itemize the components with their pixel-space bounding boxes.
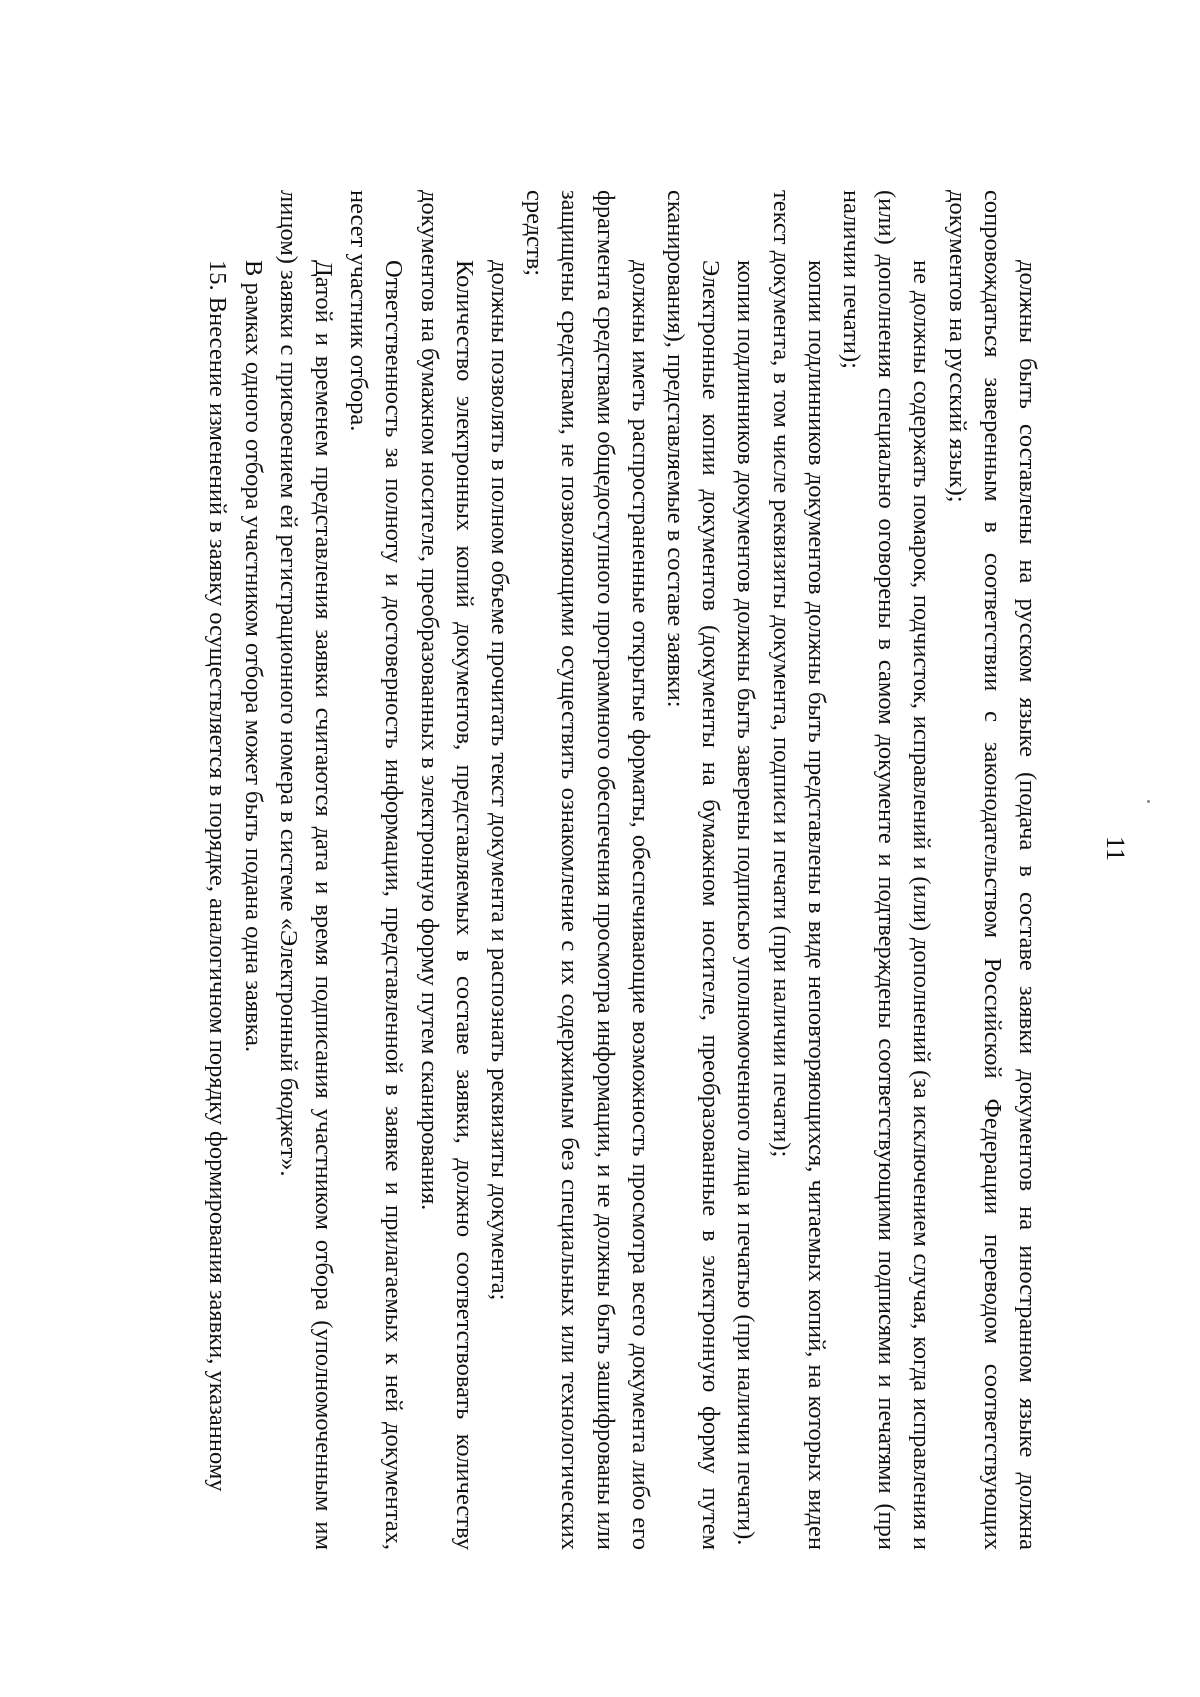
paragraph: Количество электронных копий документов, представляемых в составе заявки, должно соответствовать количеству документов на бумажном носителе, преобразованных в электронную форму путем сканирования. [415,190,478,1550]
paragraph: В рамках одного отбора участником отбора может быть подана одна заявка. [239,260,267,1053]
paragraph: должны быть составлены на русском языке (подача в составе заявки документов на иностранном языке должна сопровождаться заверенным в соответствии с законодательством Российской Федерации переводом соответствующих документов на русский язык); [943,190,1041,1550]
document-body [200,190,1045,1550]
paragraph: копии подлинников документов должны быть заверены подписью уполномоченного лица и печатью (при наличии печати). [732,260,760,1546]
paragraph: 15. Внесение изменений в заявку осуществляется в порядке, аналогичном порядку формирования заявки, указанному [204,260,232,1492]
page-number: 11 [1101,835,1130,862]
paragraph: Датой и временем представления заявки считаются дата и время подписания участником отбора (уполномоченным им лицом) заявки с присвоением ей регистрационного номера в системе «Электронный бюджет». [274,190,337,1550]
scan-artifact-dot [1147,800,1150,803]
paragraph: должны иметь распространенные открытые форматы, обеспечивающие возможность просмотра всего документа либо его фрагмента средствами общедоступного программного обеспечения просмотра информации, и не должны быть зашифрованы или защищены средствами, не позволяющими осуществить ознакомление с их содержимым без специальных или технологических средств; [521,190,654,1550]
paragraph: Электронные копии документов (документы на бумажном носителе, преобразованные в электронную форму путем сканирования), представляемые в составе заявки: [661,190,725,1550]
paragraph: должны позволять в полном объеме прочитать текст документа и распознать реквизиты документа; [485,260,513,1301]
paragraph: не должны содержать помарок, подчисток, исправлений и (или) дополнений (за исключением случая, когда исправления и (или) дополнения специально оговорены в самом документе и подтверждены соответствующими подписями и печатями (при наличии печати); [837,190,936,1550]
paragraph: Ответственность за полноту и достоверность информации, представленной в заявке и прилагаемых к ней документах, несет участник отбора. [345,190,408,1550]
paragraph: копии подлинников документов должны быть представлены в виде неповторяющихся, читаемых копий, на которых виден текст документа, в том числе реквизиты документа, подписи и печати (при наличии печати); [767,190,830,1550]
